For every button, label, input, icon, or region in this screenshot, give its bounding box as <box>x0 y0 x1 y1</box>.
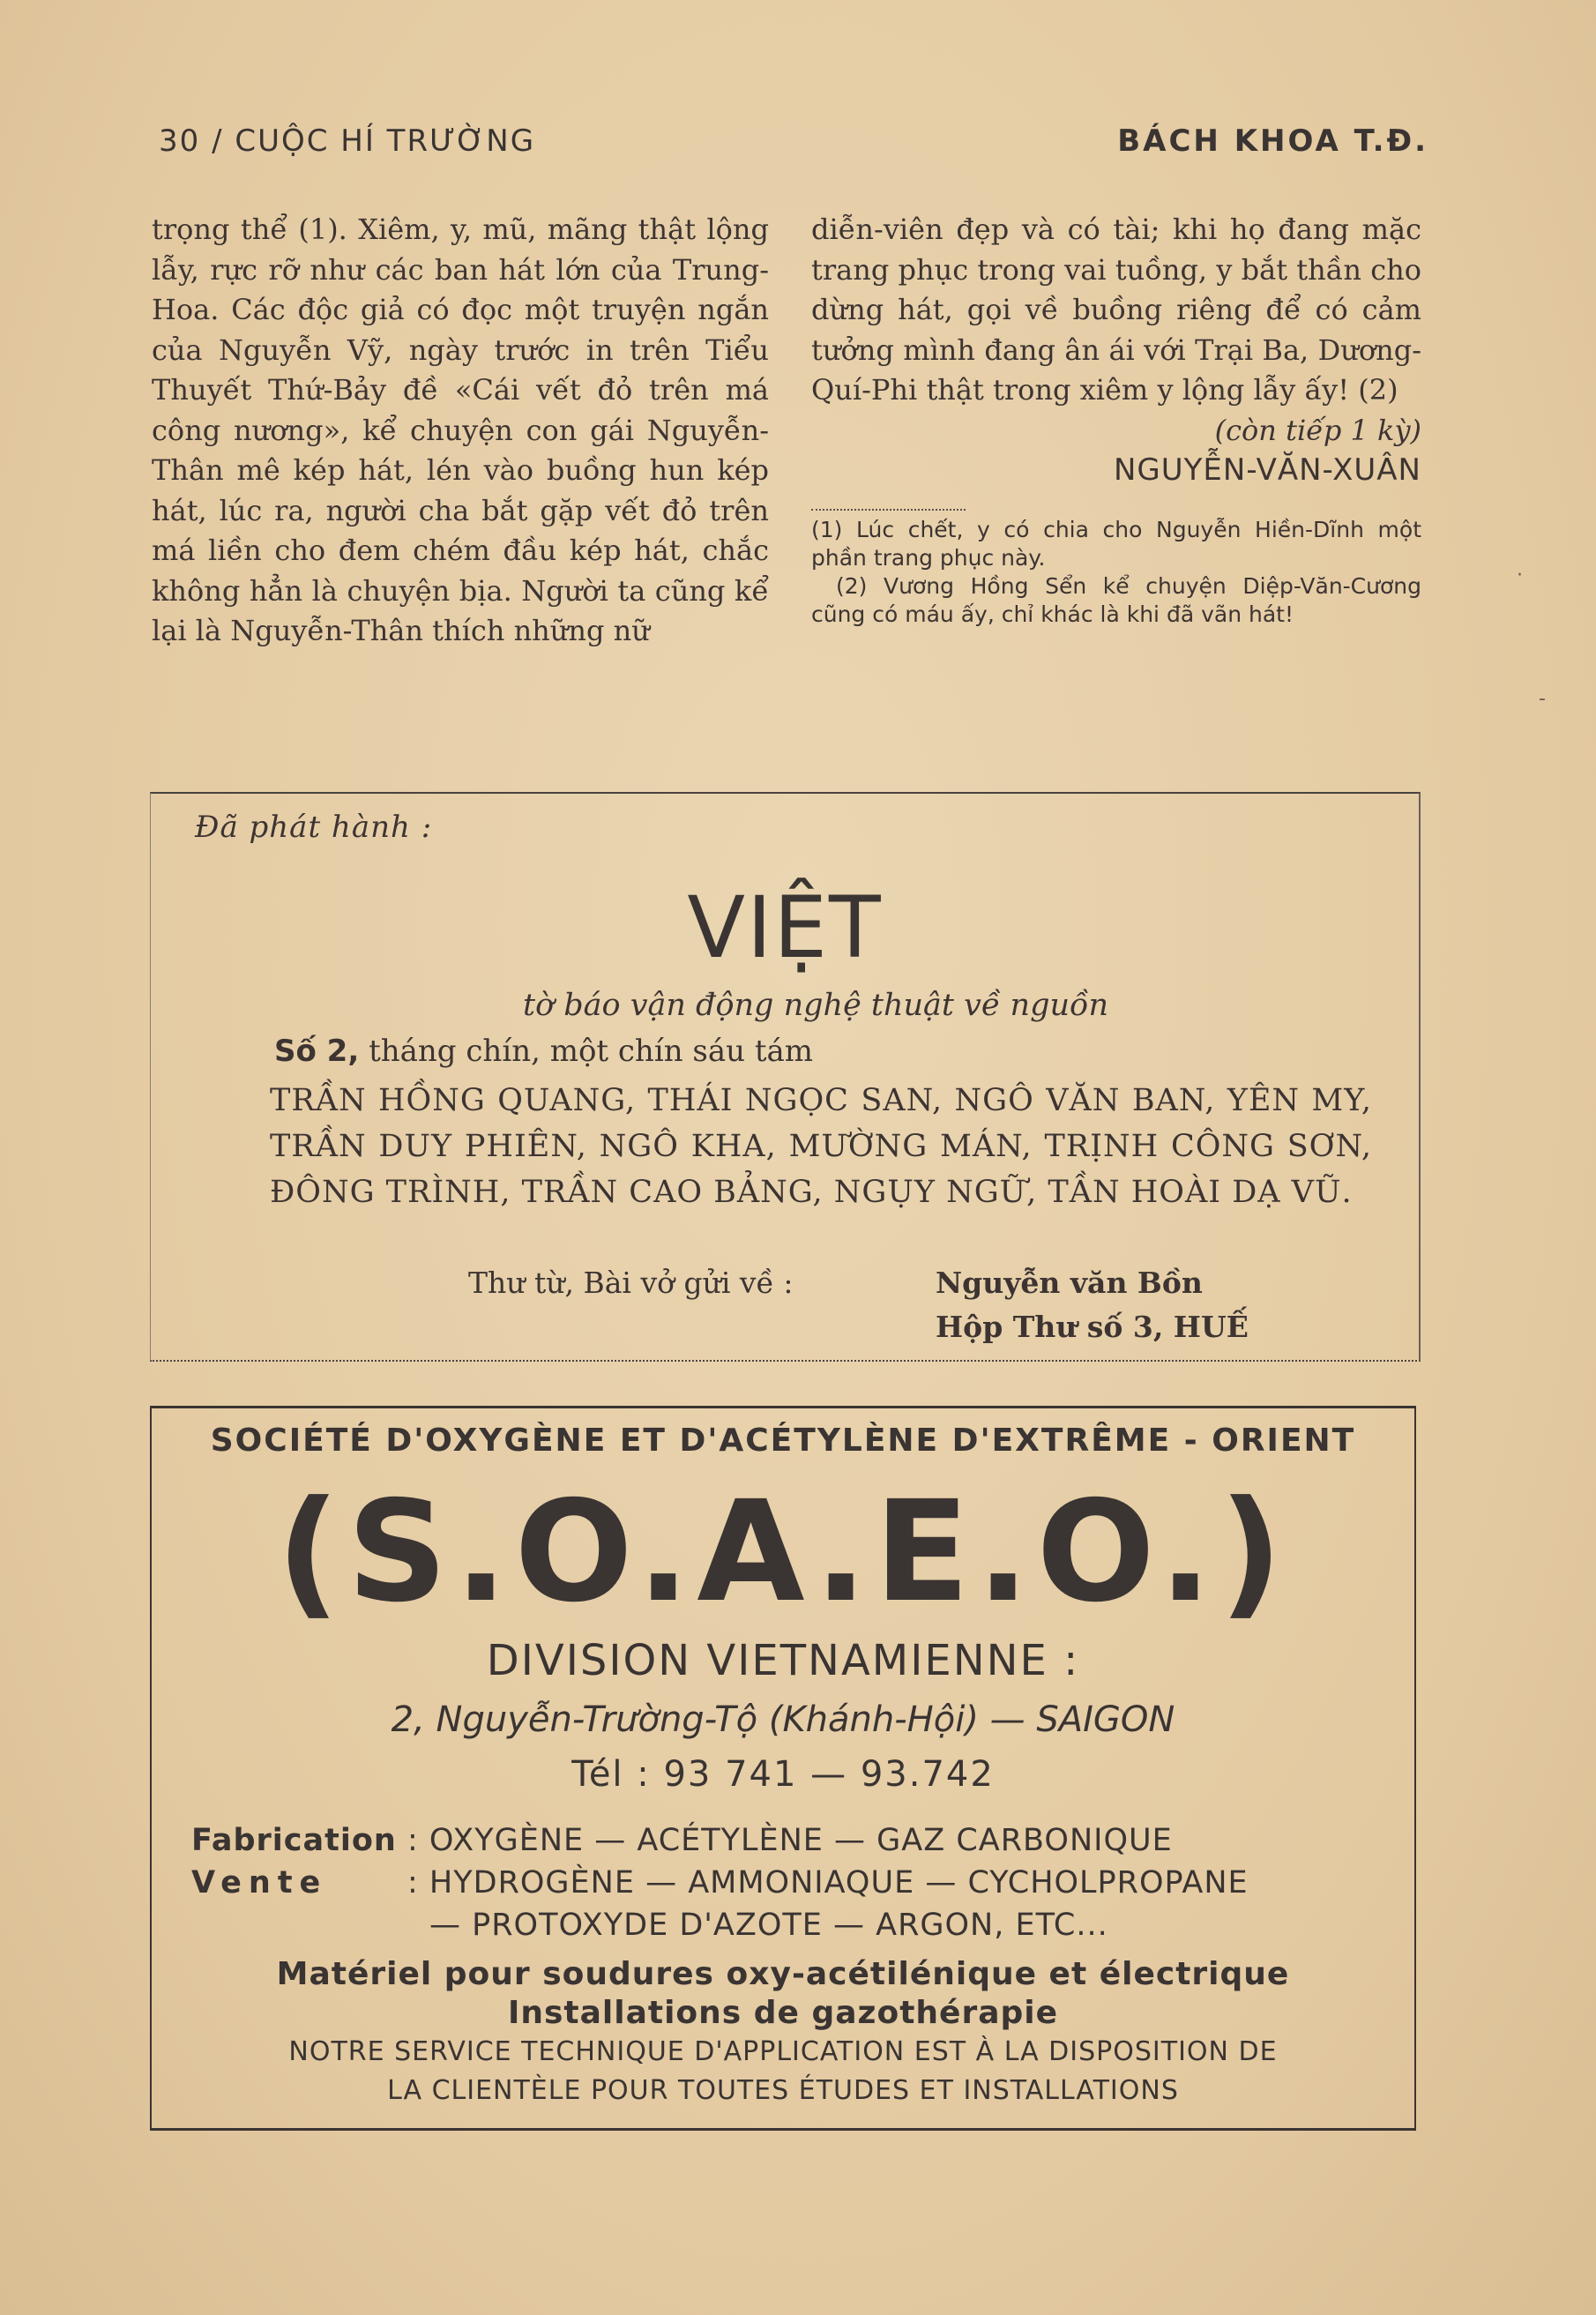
materiel-block <box>152 1955 1414 2033</box>
contact-label: Thư từ, Bài vở gửi về : <box>468 1266 794 1300</box>
fabrication-items: : OXYGÈNE — ACÉTYLÈNE — GAZ CARBONIQUE <box>407 1823 1173 1858</box>
company-name: SOCIÉTÉ D'OXYGÈNE ET D'ACÉTYLÈNE D'EXTRÊME - ORIENT <box>210 1423 1356 1459</box>
viet-advertisement <box>150 792 1421 1362</box>
vente-items-continued: — PROTOXYDE D'AZOTE — ARGON, ETC... <box>429 1908 1108 1943</box>
paper-speck: - <box>1539 688 1546 710</box>
service-line-1: NOTRE SERVICE TECHNIQUE D'APPLICATION EST À LA DISPOSITION DE <box>288 2036 1278 2067</box>
footnote-1: (1) Lúc chết, y có chia cho Nguyễn Hiền-Dĩnh một phần trang phục này. <box>811 516 1421 571</box>
service-block <box>152 2033 1414 2110</box>
contributors-list: TRẦN HỒNG QUANG, THÁI NGỌC SAN, NGÔ VĂN BAN, YÊN MY, TRẦN DUY PHIÊN, NGÔ KHA, MƯỜNG MÁN, TRỊNH CÔNG SƠN, ĐÔNG TRÌNH, TRẦN CAO BẢNG, NGỤY NGỮ, TẦN HOÀI DẠ VŨ. <box>270 1083 1372 1210</box>
materiel-line-2: Installations de gazothérapie <box>507 1995 1059 2031</box>
vente-label: Vente <box>191 1865 328 1901</box>
viet-title: VIỆT <box>687 878 883 977</box>
soaeo-advertisement <box>150 1406 1416 2131</box>
article-author: NGUYỄN-VĂN-XUÂN <box>1113 452 1421 488</box>
company-address: 2, Nguyễn-Trường-Tộ (Khánh-Hội) — SAIGON <box>391 1699 1175 1740</box>
contact-details <box>936 1261 1249 1349</box>
released-label: Đã phát hành : <box>195 810 433 845</box>
running-header-left: 30 / CUỘC HÍ TRƯỜNG <box>159 123 536 159</box>
footnote-divider <box>811 509 966 511</box>
service-line-2: LA CLIENTÈLE POUR TOUTES ÉTUDES ET INSTALLATIONS <box>387 2075 1179 2106</box>
issue-number: Số 2, <box>274 1034 360 1069</box>
paper-speck: · <box>1517 564 1523 586</box>
company-phone: Tél : 93 741 — 93.742 <box>571 1754 995 1795</box>
materiel-line-1: Matériel pour soudures oxy-acétilénique et électrique <box>276 1956 1290 1992</box>
running-header-right: BÁCH KHOA T.Đ. <box>1117 123 1428 159</box>
viet-issue <box>274 1034 813 1069</box>
division-title: DIVISION VIETNAMIENNE : <box>486 1636 1080 1685</box>
continued-note: (còn tiếp 1 kỳ) <box>1214 413 1421 447</box>
article-paragraph: diễn-viên đẹp và có tài; khi họ đang mặc trang phục trong vai tuồng, y bắt thần cho dừng hát, gọi về buồng riêng để có cảm tưởng mình đang ân ái với Trại Ba, Dương-Quí-Phi thật trong xiêm y lộng lẫy ấy! (2) <box>811 213 1421 407</box>
article-paragraph: trọng thể (1). Xiêm, y, mũ, mãng thật lộng lẫy, rực rỡ như các ban hát lớn của Trung-Hoa. Các độc giả có đọc một truyện ngắn của Nguyễn Vỹ, ngày trước in trên Tiểu Thuyết Thứ-Bảy đề «Cái vết đỏ trên má công nương», kể chuyện con gái Nguyễn-Thân mê kép hát, lén vào buồng hun kép hát, lúc ra, người cha bắt gặp vết đỏ trên má liền cho đem chém đầu kép hát, chắc không hẳn là chuyện bịa. Người ta cũng kể lại là Nguyễn-Thân thích những nữ <box>152 213 769 647</box>
footnotes <box>811 516 1421 629</box>
article-column-right <box>811 210 1421 629</box>
contact-name: Nguyễn văn Bồn <box>936 1266 1203 1300</box>
viet-subtitle: tờ báo vận động nghệ thuật về nguồn <box>523 988 1108 1023</box>
fabrication-label: Fabrication <box>191 1823 397 1858</box>
company-acronym: (S.O.A.E.O.) <box>276 1471 1290 1633</box>
contact-address: Hộp Thư số 3, HUẾ <box>936 1310 1249 1344</box>
issue-date: tháng chín, một chín sáu tám <box>369 1034 814 1069</box>
footnote-2: (2) Vương Hồng Sển kể chuyện Diệp-Văn-Cương cũng có máu ấy, chỉ khác là khi đã vãn hát! <box>811 572 1421 627</box>
article-column-left <box>152 210 769 652</box>
vente-items: : HYDROGÈNE — AMMONIAQUE — CYCHOLPROPANE <box>407 1865 1249 1901</box>
